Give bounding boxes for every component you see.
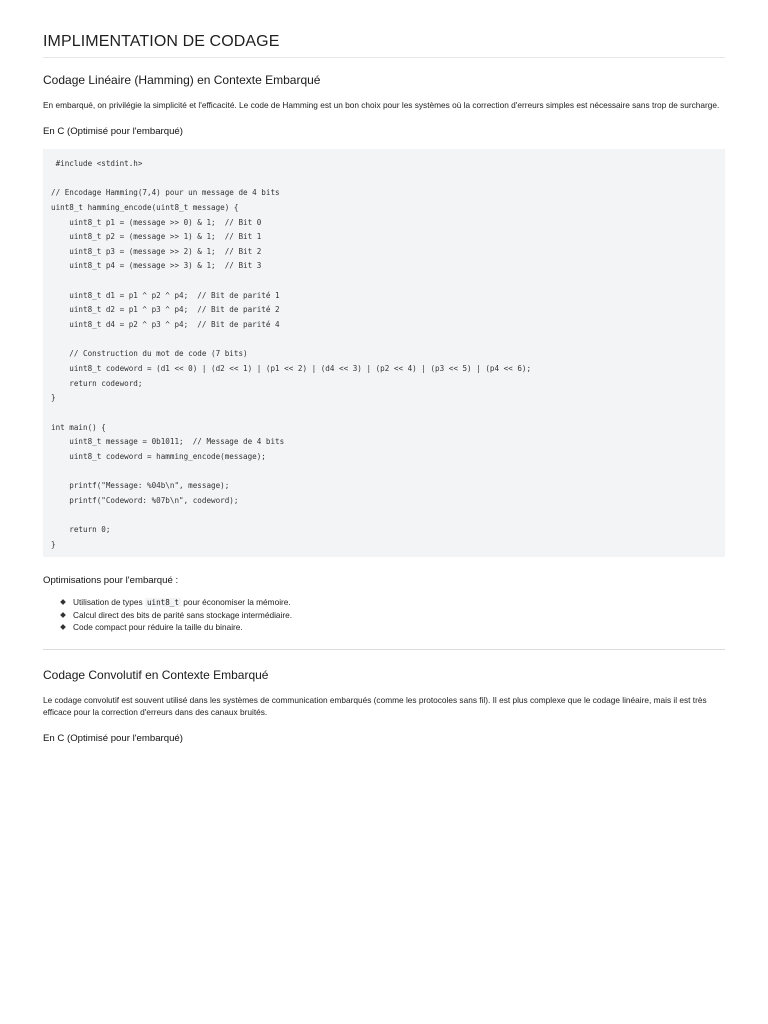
code-line: uint8_t d1 = p1 ^ p2 ^ p4; // Bit de parité 1: [51, 290, 280, 300]
code-line: [51, 464, 717, 479]
subheading-c-hamming: En C (Optimisé pour l'embarqué): [43, 126, 183, 137]
list-item-text: Calcul direct des bits de parité sans stockage intermédiaire.: [73, 610, 293, 621]
code-line: uint8_t p2 = (message >> 1) & 1; // Bit 1: [51, 232, 262, 242]
code-line: uint8_t codeword = hamming_encode(message);: [51, 451, 266, 461]
list-item-text: Code compact pour réduire la taille du binaire.: [73, 622, 243, 633]
optimizations-list: [43, 596, 725, 633]
list-item-text: Utilisation de types: [73, 597, 145, 608]
code-line: }: [51, 393, 56, 403]
list-item: [73, 621, 725, 633]
section-heading-convolutional: Codage Convolutif en Contexte Embarqué: [43, 668, 269, 683]
code-line: uint8_t p1 = (message >> 0) & 1; // Bit 0: [51, 217, 262, 227]
section-convolutional: [43, 668, 725, 744]
code-line: // Encodage Hamming(7,4) pour un message de 4 bits: [51, 188, 280, 198]
code-line: uint8_t p3 = (message >> 2) & 1; // Bit 2: [51, 246, 262, 256]
code-line: // Construction du mot de code (7 bits): [51, 349, 248, 359]
code-line: [51, 274, 717, 289]
bullet-icon: [60, 599, 66, 605]
code-line: uint8_t d2 = p1 ^ p3 ^ p4; // Bit de parité 2: [51, 305, 280, 315]
code-line: [51, 406, 717, 421]
section-hamming: [43, 73, 725, 633]
code-line: return codeword;: [51, 378, 143, 388]
code-line: [51, 333, 717, 348]
code-line: int main() {: [51, 422, 106, 432]
code-line: uint8_t p4 = (message >> 3) & 1; // Bit 3: [51, 261, 262, 271]
optimizations-heading: Optimisations pour l'embarqué :: [43, 575, 179, 587]
section-divider: [43, 649, 725, 650]
code-line: }: [51, 539, 56, 549]
code-line: uint8_t codeword = (d1 << 0) | (d2 << 1) | (p1 << 2) | (d4 << 3) | (p2 << 4) | (p3 << 5) | (p4 << 6);: [51, 363, 532, 373]
section-paragraph-convolutional: Le codage convolutif est souvent utilisé dans les systèmes de communication embarqués (comme les protocoles sans fil). Il est plus complexe que le codage linéaire, mais il est très efficace pour la correction d'erreurs dans des canaux bruités.: [43, 695, 707, 718]
code-line: printf("Codeword: %07b\n", codeword);: [51, 495, 239, 505]
bullet-icon: [60, 612, 66, 618]
list-item: [73, 596, 725, 609]
code-line: return 0;: [51, 525, 111, 535]
code-line: printf("Message: %04b\n", message);: [51, 481, 230, 491]
inline-code: uint8_t: [146, 598, 179, 608]
code-line: [51, 508, 717, 523]
list-item: [73, 609, 725, 621]
section-paragraph-hamming: En embarqué, on privilégie la simplicité et l'efficacité. Le code de Hamming est un bon choix pour les systèmes où la correction d'erreurs simples est nécessaire sans trop de surcharge.: [43, 100, 720, 110]
code-line: uint8_t hamming_encode(uint8_t message) {: [51, 202, 239, 212]
section-heading-hamming: Codage Linéaire (Hamming) en Contexte Embarqué: [43, 73, 321, 87]
bullet-icon: [60, 624, 66, 630]
code-block-hamming[interactable]: [43, 149, 725, 557]
code-line: uint8_t message = 0b1011; // Message de 4 bits: [51, 437, 285, 447]
code-line: uint8_t d4 = p2 ^ p3 ^ p4; // Bit de parité 4: [51, 320, 280, 330]
code-line: #include <stdint.h>: [51, 159, 143, 168]
list-item-text: pour économiser la mémoire.: [180, 597, 291, 608]
document-title: IMPLIMENTATION DE CODAGE: [43, 0, 725, 58]
subheading-c-convolutional: En C (Optimisé pour l'embarqué): [43, 733, 183, 745]
code-line: [51, 172, 717, 187]
